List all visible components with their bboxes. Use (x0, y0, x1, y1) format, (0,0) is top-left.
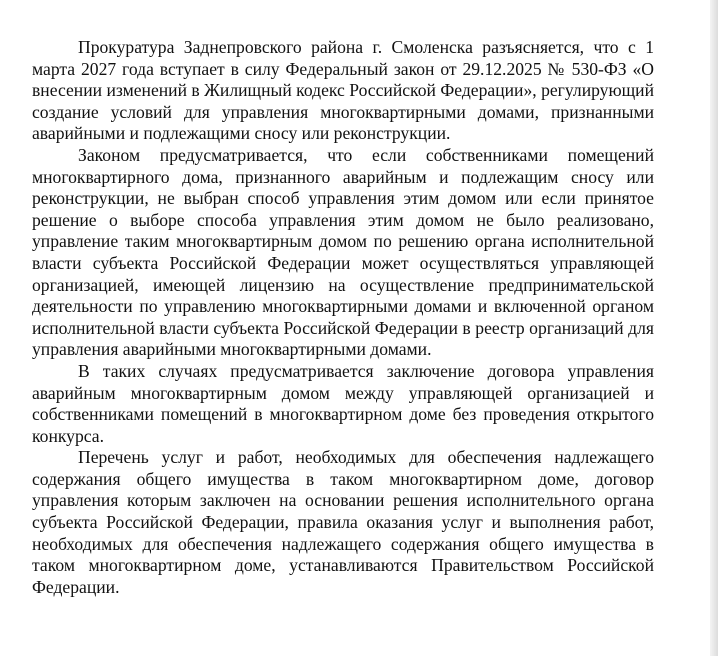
page-edge-shadow (710, 0, 718, 656)
paragraph-services-list: Перечень услуг и работ, необходимых для обеспечения надлежащего содержания общего имущества в таком многоквартирном доме, договор управления которым заключен на основании решения исполнительного органа субъекта Российской Федерации, правила оказания услуг и выполнения работ, необходимых для обеспечения надлежащего содержания общего имущества в таком многоквартирном доме, устанавливаются Правительством Российской Федерации. (32, 447, 654, 597)
paragraph-announcement: Прокуратура Заднепровского района г. Смоленска разъясняется, что с 1 марта 2027 года вступает в силу Федеральный закон от 29.12.2025 № 530-ФЗ «О внесении изменений в Жилищный кодекс Российской Федерации», регулирующий создание условий для управления многоквартирными домами, признанными аварийными и подлежащими сносу или реконструкции. (32, 37, 654, 144)
paragraph-law-provision: Законом предусматривается, что если собственниками помещений многоквартирного дома, признанного аварийным и подлежащим сносу или реконструкции, не выбран способ управления этим домом или если принятое решение о выборе способа управления этим домом не было реализовано, управление таким многоквартирным домом по решению органа исполнительной власти субъекта Российской Федерации может осуществляться управляющей организацией, имеющей лицензию на осуществление предпринимательской деятельности по управлению многоквартирными домами и включенной органом исполнительной власти субъекта Российской Федерации в реестр организаций для управления аварийными многоквартирными домами. (32, 144, 654, 360)
paragraph-contract: В таких случаях предусматривается заключение договора управления аварийным многоквартирным домом между управляющей организацией и собственниками помещений в многоквартирном доме без проведения открытого конкурса. (32, 360, 654, 446)
document-body (32, 37, 654, 598)
